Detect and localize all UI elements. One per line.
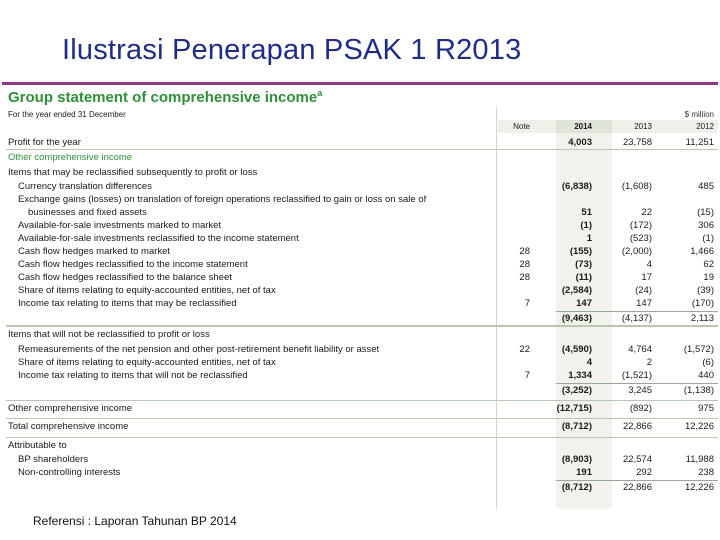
table-row <box>2 420 718 433</box>
row-label: Available-for-sale investments reclassified to the income statement <box>18 233 299 244</box>
value-2012: 238 <box>698 467 714 478</box>
table-row <box>2 439 718 452</box>
unit-label: $ million <box>684 110 714 119</box>
subtotal-row <box>2 312 718 325</box>
value-2013: 4,764 <box>628 344 652 355</box>
row-label: Attributable to <box>8 440 67 451</box>
row-label: Items that may be reclassified subsequently to profit or loss <box>8 167 258 178</box>
value-2013: 22,866 <box>622 482 652 493</box>
value-2013: (892) <box>629 403 652 414</box>
value-2013: (24) <box>635 285 652 296</box>
value-2013: 4 <box>646 259 652 270</box>
row-note: 7 <box>524 370 530 381</box>
header-2013: 2013 <box>634 122 652 131</box>
value-2014: 4 <box>586 357 592 368</box>
value-2014: (2,584) <box>561 285 592 296</box>
table-row <box>2 258 718 271</box>
row-divider <box>6 418 718 419</box>
value-2014: 51 <box>581 207 592 218</box>
table-row <box>2 219 718 232</box>
value-2012: 2,113 <box>690 313 714 324</box>
value-2013: 147 <box>636 298 652 309</box>
section-divider <box>6 325 718 326</box>
value-2014: (73) <box>575 259 592 270</box>
value-2013: 23,758 <box>622 137 652 148</box>
value-2012: 11,251 <box>685 137 714 148</box>
table-row <box>2 402 718 415</box>
row-divider <box>6 149 718 150</box>
row-label: Available-for-sale investments marked to market <box>18 220 222 231</box>
value-2013: (172) <box>629 220 652 231</box>
value-2012: 12,226 <box>684 482 714 493</box>
row-note: 28 <box>519 259 530 270</box>
table-row <box>2 343 718 356</box>
row-label: Other comprehensive income <box>8 152 133 163</box>
value-2012: (15) <box>697 207 714 218</box>
value-2014: 1,334 <box>568 370 592 381</box>
value-2014: (6,838) <box>561 181 592 192</box>
value-2014: 1 <box>586 233 592 244</box>
value-2014: (155) <box>569 246 592 257</box>
value-2013: (523) <box>629 233 652 244</box>
table-row <box>2 356 718 369</box>
value-2013: 22 <box>641 207 652 218</box>
value-2013: 17 <box>641 272 652 283</box>
row-label: Share of items relating to equity-accounted entities, net of tax <box>18 285 276 296</box>
value-2014: 191 <box>576 467 592 478</box>
value-2012: 440 <box>698 370 714 381</box>
row-label: Other comprehensive income <box>8 403 133 414</box>
value-2014: (1) <box>580 220 592 231</box>
table-row <box>2 453 718 466</box>
table-row <box>2 369 718 382</box>
value-2012: 11,988 <box>685 454 714 465</box>
row-label: Share of items relating to equity-accounted entities, net of tax <box>18 357 276 368</box>
row-label: Total comprehensive income <box>8 421 129 432</box>
value-2013: 3,245 <box>628 385 652 396</box>
row-note: 28 <box>519 272 530 283</box>
row-divider <box>6 437 718 438</box>
row-label: businesses and fixed assets <box>28 207 147 218</box>
value-2012: (1) <box>702 233 714 244</box>
table-row <box>2 193 718 206</box>
statement-title-footnote: a <box>317 88 323 98</box>
value-2014: (9,463) <box>561 313 592 324</box>
value-2012: 975 <box>698 403 714 414</box>
table-row <box>2 271 718 284</box>
slide-title: Ilustrasi Penerapan PSAK 1 R2013 <box>62 34 522 66</box>
value-2012: 1,466 <box>690 246 714 257</box>
table-row <box>2 151 718 164</box>
value-2014: (8,712) <box>561 421 592 432</box>
value-2012: 62 <box>703 259 714 270</box>
value-2014: (8,903) <box>561 454 592 465</box>
value-2014: (12,715) <box>556 403 592 414</box>
header-note: Note <box>513 122 530 131</box>
row-label: Currency translation differences <box>18 181 152 192</box>
value-2014: (8,712) <box>561 482 592 493</box>
row-label: Cash flow hedges reclassified to the balance sheet <box>18 272 232 283</box>
row-label: Cash flow hedges marked to market <box>18 246 171 257</box>
value-2012: (1,572) <box>683 344 714 355</box>
table-row <box>2 206 718 219</box>
row-note: 7 <box>524 298 530 309</box>
row-note: 28 <box>519 246 530 257</box>
value-2012: (39) <box>697 285 714 296</box>
table-row <box>2 180 718 193</box>
value-2013: 2 <box>646 357 652 368</box>
row-divider <box>6 400 718 401</box>
row-label: Income tax relating to items that may be reclassified <box>18 298 237 309</box>
value-2012: (1,138) <box>683 385 714 396</box>
value-2014: (4,590) <box>561 344 592 355</box>
row-divider <box>6 326 718 327</box>
table-row <box>2 466 718 479</box>
value-2013: 22,866 <box>622 421 652 432</box>
row-label: BP shareholders <box>18 454 89 465</box>
value-2013: (2,000) <box>621 246 652 257</box>
column-header-row <box>2 120 718 133</box>
statement-document <box>2 82 718 509</box>
value-2013: (4,137) <box>621 313 652 324</box>
value-2014: (3,252) <box>561 385 592 396</box>
value-2012: 12,226 <box>684 421 714 432</box>
header-2012: 2012 <box>696 122 714 131</box>
statement-period: For the year ended 31 December <box>8 110 126 119</box>
row-label: Items that will not be reclassified to profit or loss <box>8 329 210 340</box>
table-row <box>2 328 718 341</box>
row-label: Profit for the year <box>8 137 81 148</box>
value-2012: 19 <box>703 272 714 283</box>
row-label: Exchange gains (losses) on translation of foreign operations reclassified to gain or loss on sale of <box>18 194 427 205</box>
value-2013: 292 <box>636 467 652 478</box>
value-2013: 22,574 <box>622 454 652 465</box>
table-row <box>2 232 718 245</box>
subtotal-row <box>2 481 718 494</box>
header-2014: 2014 <box>574 122 592 131</box>
subtotal-row <box>2 384 718 397</box>
row-label: Non-controlling interests <box>18 467 121 478</box>
reference-footer: Referensi : Laporan Tahunan BP 2014 <box>33 514 237 528</box>
row-label: Income tax relating to items that will not be reclassified <box>18 370 248 381</box>
value-2014: 147 <box>576 298 592 309</box>
value-2013: (1,521) <box>621 370 652 381</box>
value-2012: (6) <box>702 357 714 368</box>
table-row <box>2 284 718 297</box>
value-2012: (170) <box>691 298 714 309</box>
table-row <box>2 136 718 149</box>
table-row <box>2 166 718 179</box>
statement-title <box>8 88 322 106</box>
row-note: 22 <box>519 344 530 355</box>
value-2012: 306 <box>698 220 714 231</box>
table-row <box>2 245 718 258</box>
table-row <box>2 297 718 310</box>
statement-title-text: Group statement of comprehensive income <box>8 89 318 106</box>
value-2014: (11) <box>575 272 592 283</box>
row-label: Cash flow hedges reclassified to the income statement <box>18 259 248 270</box>
value-2012: 485 <box>698 181 714 192</box>
value-2014: 4,003 <box>568 137 592 148</box>
value-2013: (1,608) <box>621 181 652 192</box>
row-label: Remeasurements of the net pension and other post-retirement benefit liability or asset <box>18 344 380 355</box>
